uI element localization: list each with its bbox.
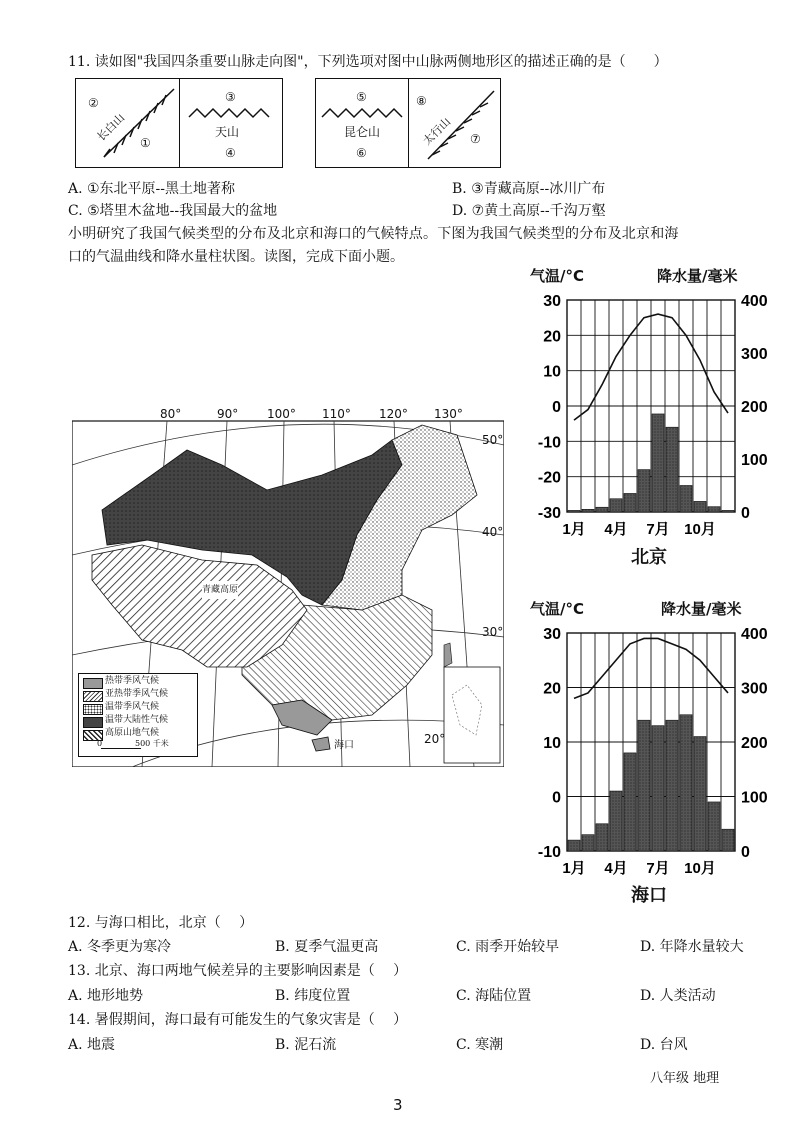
lon-label-120: 120° xyxy=(379,407,408,421)
legend-label-tropical: 热带季风气候 xyxy=(105,676,160,686)
beijing-plot xyxy=(525,290,790,550)
diagram-panel-4 xyxy=(408,79,500,167)
precip-bar xyxy=(694,501,706,512)
mountain-diagram-left xyxy=(75,78,283,168)
q13-option-d[interactable]: D. 人类活动 xyxy=(640,988,716,1004)
precip-bar xyxy=(610,499,622,512)
precip-bar xyxy=(722,829,734,851)
legend-label-plateau: 高原山地气候 xyxy=(105,728,160,738)
legend-label-temperate-monsoon: 温带季风气候 xyxy=(105,702,160,712)
label-5: ⑤ xyxy=(356,90,367,104)
place-label-tibet: 青藏高原 xyxy=(202,581,238,599)
precip-bar xyxy=(624,753,636,851)
mountain-name-2: 天山 xyxy=(215,125,240,139)
temp-tick-label: 20 xyxy=(543,680,561,698)
q14-option-d[interactable]: D. 台风 xyxy=(640,1037,688,1053)
temp-tick-label: 10 xyxy=(543,363,561,381)
q12-option-c[interactable]: C. 雨季开始较早 xyxy=(456,939,560,955)
precip-bar xyxy=(694,737,706,851)
precip-tick-label: 0 xyxy=(741,505,750,522)
label-6: ⑥ xyxy=(356,146,367,160)
q14-option-b[interactable]: B. 泥石流 xyxy=(275,1037,337,1053)
precip-bar xyxy=(680,715,692,851)
precip-tick-label: 200 xyxy=(741,399,768,416)
haikou-chart xyxy=(525,598,790,916)
q13-option-b[interactable]: B. 纬度位置 xyxy=(275,988,351,1004)
beijing-title: 北京 xyxy=(631,547,667,568)
mountain-name-4: 太行山 xyxy=(420,115,454,148)
q11-option-a[interactable]: A. ①东北平原--黑土地著称 xyxy=(68,181,236,197)
haikou-plot xyxy=(525,623,790,888)
beijing-chart xyxy=(525,265,790,575)
month-tick-label: 4月 xyxy=(604,860,628,877)
label-2: ② xyxy=(88,96,99,110)
label-1: ① xyxy=(140,136,151,150)
map-legend xyxy=(78,673,198,757)
precip-tick-label: 300 xyxy=(741,680,768,698)
city-label-haikou: 海口 xyxy=(334,740,354,751)
q12-option-b[interactable]: B. 夏季气温更高 xyxy=(275,939,379,955)
legend-item xyxy=(83,678,103,689)
precip-bar xyxy=(568,840,580,851)
precip-tick-label: 100 xyxy=(741,452,768,469)
q11-option-b[interactable]: B. ③青藏高原--冰川广布 xyxy=(452,181,606,197)
ridge-diagonal-4 xyxy=(408,79,500,167)
haikou-ylabel: 气温/°C xyxy=(530,600,584,618)
precip-bar xyxy=(596,824,608,851)
q13-option-a[interactable]: A. 地形地势 xyxy=(68,988,144,1004)
lon-label-80: 80° xyxy=(160,407,182,421)
precip-bar xyxy=(708,802,720,851)
precip-bar xyxy=(568,510,580,512)
legend-label-subtropical: 亚热带季风气候 xyxy=(105,689,169,699)
legend-item xyxy=(83,704,103,715)
footer-grade: 八年级 地理 xyxy=(650,1071,720,1086)
precip-bar xyxy=(596,507,608,512)
month-tick-label: 10月 xyxy=(684,521,716,538)
haikou-y2label: 降水量/毫米 xyxy=(661,600,742,618)
q14-option-c[interactable]: C. 寒潮 xyxy=(456,1037,504,1053)
month-tick-label: 1月 xyxy=(562,521,586,538)
temp-tick-label: -10 xyxy=(537,844,561,861)
q11-stem: 11. 读如图"我国四条重要山脉走向图"，下列选项对图中山脉两侧地形区的描述正确的是（ ） xyxy=(68,54,668,70)
haikou-title: 海口 xyxy=(631,885,667,906)
precip-tick-label: 200 xyxy=(741,735,768,752)
lon-label-110: 110° xyxy=(322,407,351,421)
scale-label-500: 500 千米 xyxy=(135,739,169,748)
precip-bar xyxy=(624,493,636,512)
precip-bar xyxy=(638,470,650,512)
label-4: ④ xyxy=(225,146,236,160)
mountain-name-3: 昆仑山 xyxy=(344,125,381,139)
precip-tick-label: 300 xyxy=(741,346,768,363)
ridge-diagonal-1 xyxy=(76,79,179,167)
diagram-panel-2 xyxy=(179,79,282,167)
q11-option-d[interactable]: D. ⑦黄土高原--千沟万壑 xyxy=(452,203,606,219)
precip-bar xyxy=(638,720,650,851)
precip-tick-label: 100 xyxy=(741,789,768,807)
lon-label-130: 130° xyxy=(434,407,463,421)
legend-label-continental: 温带大陆性气候 xyxy=(105,715,169,725)
precip-bar xyxy=(582,835,594,851)
temp-tick-label: 20 xyxy=(543,328,561,346)
diagram-panel-1 xyxy=(76,79,180,167)
mountain-diagram-right xyxy=(315,78,501,168)
diagram-panel-3 xyxy=(316,79,409,167)
climate-map xyxy=(72,405,504,767)
scale-label-0: 0 xyxy=(97,739,103,748)
precip-bar xyxy=(582,509,594,512)
q11-option-c[interactable]: C. ⑤塔里木盆地--我国最大的盆地 xyxy=(68,203,278,219)
intro-line-2: 口的气温曲线和降水量柱状图。读图，完成下面小题。 xyxy=(68,249,404,265)
precip-tick-label: 0 xyxy=(741,844,750,861)
precip-bar xyxy=(722,510,734,512)
month-tick-label: 10月 xyxy=(684,860,716,877)
month-tick-label: 7月 xyxy=(646,521,670,538)
temp-tick-label: -10 xyxy=(537,434,561,452)
precip-bar xyxy=(708,507,720,512)
lon-label-90: 90° xyxy=(217,407,239,421)
q13-stem: 13. 北京、海口两地气候差异的主要影响因素是（ ） xyxy=(68,963,408,979)
precip-tick-label: 400 xyxy=(741,626,768,643)
precip-bar xyxy=(680,486,692,513)
legend-item xyxy=(83,691,103,702)
precip-bar xyxy=(652,726,664,851)
intro-line-1: 小明研究了我国气候类型的分布及北京和海口的气候特点。下图为我国气候类型的分布及北京和海 xyxy=(68,226,679,242)
q12-option-d[interactable]: D. 年降水量较大 xyxy=(640,939,744,955)
q12-option-a[interactable]: A. 冬季更为寒冷 xyxy=(68,939,172,955)
temp-tick-label: 0 xyxy=(552,789,561,807)
q14-stem: 14. 暑假期间，海口最有可能发生的气象灾害是（ ） xyxy=(68,1012,408,1028)
q14-option-a[interactable]: A. 地震 xyxy=(68,1037,116,1053)
precip-tick-label: 400 xyxy=(741,293,768,310)
month-tick-label: 7月 xyxy=(646,860,670,877)
q12-stem: 12. 与海口相比，北京（ ） xyxy=(68,915,254,931)
month-tick-label: 4月 xyxy=(604,521,628,538)
temp-tick-label: 0 xyxy=(552,399,561,416)
legend-item xyxy=(83,717,103,728)
precip-bar xyxy=(666,720,678,851)
label-3: ③ xyxy=(225,90,236,104)
page-number: 3 xyxy=(393,1096,403,1114)
precip-bar xyxy=(610,791,622,851)
temp-tick-label: 10 xyxy=(543,735,561,752)
lat-label-40: 40° xyxy=(482,525,504,539)
lon-label-100: 100° xyxy=(267,407,296,421)
q13-option-c[interactable]: C. 海陆位置 xyxy=(456,988,532,1004)
month-tick-label: 1月 xyxy=(562,860,586,877)
temp-tick-label: 30 xyxy=(543,293,561,310)
lat-label-30: 30° xyxy=(482,625,504,639)
label-7: ⑦ xyxy=(470,132,481,146)
precip-bar xyxy=(666,427,678,512)
label-8: ⑧ xyxy=(416,94,427,108)
lat-label-20: 20° xyxy=(424,732,446,746)
beijing-y2label: 降水量/毫米 xyxy=(657,267,738,285)
beijing-ylabel: 气温/°C xyxy=(530,267,584,285)
temp-tick-label: 30 xyxy=(543,626,561,643)
temp-tick-label: -20 xyxy=(537,469,561,487)
lat-label-50: 50° xyxy=(482,433,504,447)
temp-tick-label: -30 xyxy=(537,505,561,522)
mountain-name-1: 长白山 xyxy=(94,111,128,144)
precip-bar xyxy=(652,414,664,512)
